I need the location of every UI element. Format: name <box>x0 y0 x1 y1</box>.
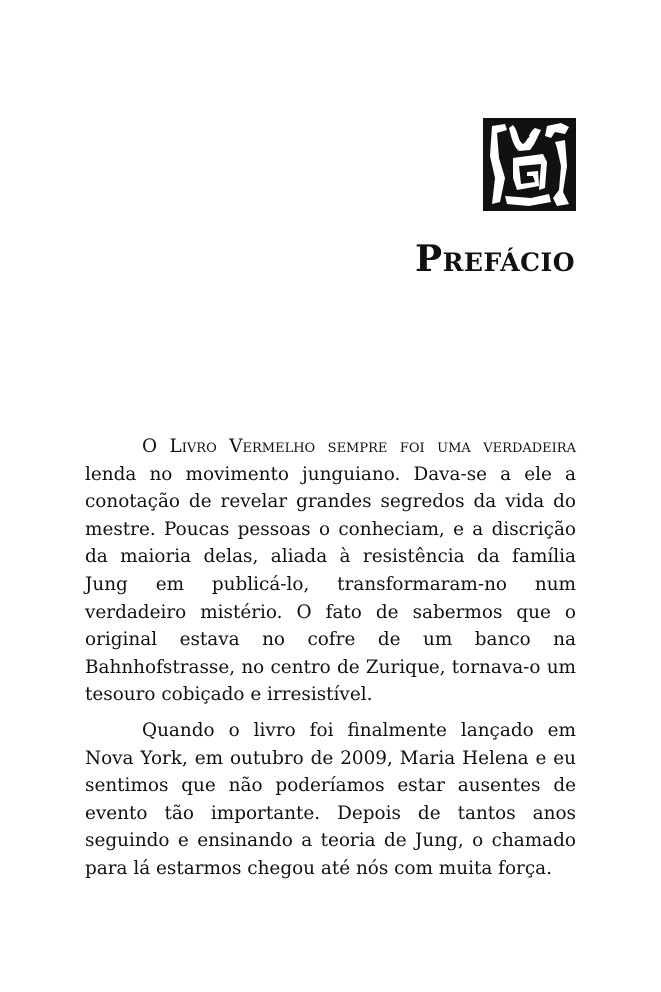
chapter-ornament-icon <box>483 118 576 211</box>
paragraph-text: Quando o livro foi finalmente lançado em Nova York, em outubro de 2009, Maria Helena e eu sentimos que não poderíamos estar ausentes de evento tão importante. Depois de tantos anos seguindo e ensinando a teoria de Jung, o chamado para lá estarmos chegou até nós com muita força. <box>85 719 576 879</box>
chapter-title: Prefácio <box>415 238 575 280</box>
spiral-tribal-ornament-icon <box>483 118 576 211</box>
paragraph-lead-small-caps: O Livro Vermelho sempre foi uma verdadeira <box>142 436 576 457</box>
paragraph-1 <box>85 433 576 709</box>
paragraph-text: lenda no movimento junguiano. Dava-se a ele a conotação de revelar grandes segredos da vida do mestre. Poucas pessoas o conheciam, e a discrição da maioria delas, aliada à resistência da família Jung em publicá-lo, transformaram-no num verdadeiro mistério. O fato de sabermos que o original estava no cofre de um banco na Bahnhofstrasse, no centro de Zurique, tornava-o um tesouro cobiçado e irresistível. <box>85 463 576 706</box>
paragraph-2 <box>85 717 576 883</box>
body-text <box>85 433 576 891</box>
